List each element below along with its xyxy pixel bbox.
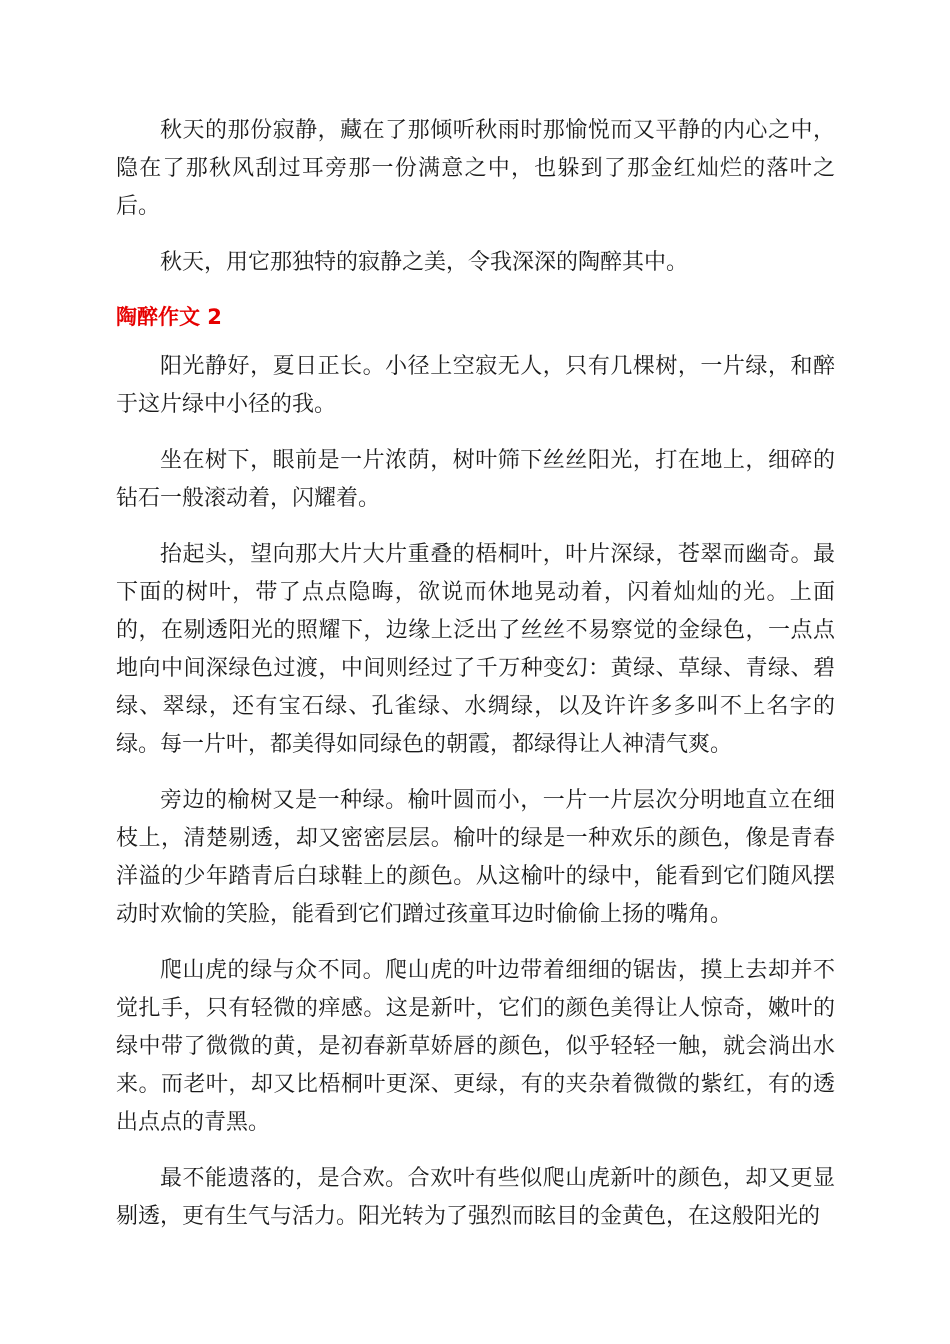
paragraph: 秋天的那份寂静，藏在了那倾听秋雨时那愉悦而又平静的内心之中，隐在了那秋风刮过耳旁那一份满意之中，也躲到了那金红灿烂的落叶之后。 (116, 118, 835, 219)
section-heading: 陶醉作文 2 (116, 305, 222, 329)
paragraph: 坐在树下，眼前是一片浓荫，树叶筛下丝丝阳光，打在地上，细碎的钻石一般滚动着，闪耀着。 (116, 448, 835, 511)
paragraph: 阳光静好，夏日正长。小径上空寂无人，只有几棵树，一片绿，和醉于这片绿中小径的我。 (116, 354, 835, 417)
document-page (116, 112, 835, 1254)
paragraph: 爬山虎的绿与众不同。爬山虎的叶边带着细细的锯齿，摸上去却并不觉扎手，只有轻微的痒感。这是新叶，它们的颜色美得让人惊奇，嫩叶的绿中带了微微的黄，是初春新草娇唇的颜色，似乎轻轻一触，就会淌出水来。而老叶，却又比梧桐叶更深、更绿，有的夹杂着微微的紫红，有的透出点点的青黑。 (116, 958, 835, 1135)
paragraph: 秋天，用它那独特的寂静之美，令我深深的陶醉其中。 (160, 250, 689, 275)
paragraph: 旁边的榆树又是一种绿。榆叶圆而小，一片一片层次分明地直立在细枝上，清楚剔透，却又密密层层。榆叶的绿是一种欢乐的颜色，像是青春洋溢的少年踏青后白球鞋上的颜色。从这榆叶的绿中，能看到它们随风摆动时欢愉的笑脸，能看到它们蹭过孩童耳边时偷偷上扬的嘴角。 (116, 788, 835, 927)
paragraph: 最不能遗落的，是合欢。合欢叶有些似爬山虎新叶的颜色，却又更显剔透，更有生气与活力。阳光转为了强烈而眩目的金黄色，在这般阳光的 (116, 1166, 835, 1229)
paragraph: 抬起头，望向那大片大片重叠的梧桐叶，叶片深绿，苍翠而幽奇。最下面的树叶，带了点点隐晦，欲说而休地晃动着，闪着灿灿的光。上面的，在剔透阳光的照耀下，边缘上泛出了丝丝不易察觉的金绿色，一点点地向中间深绿色过渡，中间则经过了千万种变幻：黄绿、草绿、青绿、碧绿、翠绿，还有宝石绿、孔雀绿、水绸绿，以及许许多多叫不上名字的绿。每一片叶，都美得如同绿色的朝霞，都绿得让人神清气爽。 (116, 542, 835, 757)
